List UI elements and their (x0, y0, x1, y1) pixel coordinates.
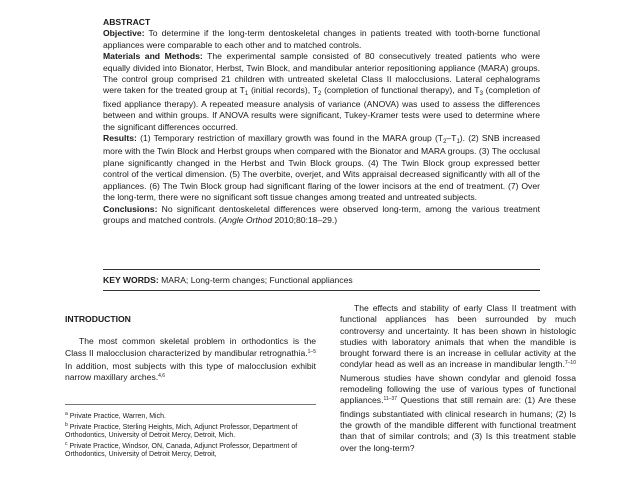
abstract-heading: ABSTRACT (103, 17, 151, 27)
conclusions-label: Conclusions: (103, 203, 158, 214)
footnote-marker: c (65, 440, 68, 447)
methods-label: Materials and Methods: (103, 51, 203, 62)
footnote-marker: a (65, 411, 68, 417)
reference-marker: 4,6 (158, 373, 166, 380)
citation-journal: Angle Orthod (221, 214, 273, 225)
results-text: –T (446, 133, 457, 144)
subscript: 1 (244, 91, 249, 98)
keywords-text: MARA; Long-term changes; Functional appliances (158, 275, 353, 285)
body-text: In addition, most subjects with this type of malocclusion exhibit narrow maxillary arches. (65, 360, 316, 383)
footnote-text: Private Practice, Sterling Heights, Mich, Adjunct Professor, Department of Orthodontics, University of Detroit Mercy, Detroit, Mich. (65, 423, 298, 440)
section-heading: INTRODUCTION (65, 314, 131, 324)
reference-marker: 11–37 (383, 396, 398, 403)
keywords-label: KEY WORDS: (103, 275, 159, 285)
footnote-text: Private Practice, Warren, Mich. (67, 413, 166, 420)
results-label: Results: (103, 133, 137, 144)
abstract (103, 17, 540, 226)
footnote (65, 421, 316, 441)
body-text: Questions that still remain are: (1) Are these findings substantiated with clinical research in humans; (2) Is the growth of the mandible different with functional treatment than that of similar controls; and (3) Is this treatment stable over the long-term? (340, 395, 576, 453)
body-text: The effects and stability of early Class II treatment with functional appliances has been surrounded by much controversy and uncertainty. It has been shown in histologic studies with laboratory animals that when the mandible is brought forward there is an increase in cellular activity at the condylar head as well as an increase in mandibular length. (340, 303, 576, 370)
subscript: 2 (443, 139, 447, 146)
reference-marker: 7–10 (564, 360, 576, 367)
right-column (340, 303, 576, 454)
objective-label: Objective: (103, 28, 145, 39)
methods-text: The experimental sample consisted of 80 consecutively treated patients who were equally divided into Bionator, Herbst, Twin Block, and mandibular anterior repositioning appliance (MARA) groups. The control group comprised 21 children with untreated skeletal Class II malocclusions. Lateral cephalograms were taken for the treated group at T (103, 51, 540, 96)
results-paragraph (103, 133, 540, 203)
results-text: ). (2) SNB increased more with the Twin Block and Herbst groups when compared with the Bionator and MARA groups. (3) The occlusal plane significantly changed in the Herbst and Twin Block groups. (4) The Twin Block group expressed better control of the vertical dimension. (5) The overbite, overjet, and Wits appraisal decreased significantly with all of the appliances. (6) The Twin Block group had significant flaring of the lower incisors at the end of treatment. (7) Over the long-term, there were no significant soft tissue changes among treated and untreated subjects. (103, 133, 540, 203)
objective-text: To determine if the long-term dentoskeletal changes in patients treated with tooth-borne functional appliances were comparable to each other and to matched controls. (103, 28, 540, 50)
footnote-marker: b (65, 421, 68, 428)
footnote-divider (65, 404, 316, 405)
results-text: (1) Temporary restriction of maxillary growth was found in the MARA group (T (136, 133, 444, 144)
intro-paragraph (65, 336, 316, 385)
methods-text: (initial records), T (248, 85, 318, 96)
divider (103, 269, 540, 270)
subscript: 1 (456, 139, 460, 146)
divider (103, 290, 540, 291)
conclusions-paragraph (103, 204, 540, 227)
body-paragraph (340, 303, 576, 454)
footnote (65, 440, 316, 460)
methods-text: (completion of functional therapy), and T (321, 85, 480, 96)
footnote-text: Private Practice, Windsor, ON, Canada, Adjunct Professor, Department of Orthodontics, University of Detroit Mercy, Detroit, (65, 442, 298, 459)
subscript: 2 (317, 91, 322, 98)
methods-text: (completion of fixed appliance therapy). A repeated measure analysis of variance (ANOVA) was used to assess the differences between and within groups. If ANOVA results were significant, Tukey-Kramer tests were used to determine where the significant differences occurred. (103, 85, 541, 132)
methods-paragraph (103, 51, 540, 133)
reference-marker: 1–5 (307, 348, 316, 355)
keywords (103, 275, 540, 286)
body-text: Numerous studies have shown condylar and glenoid fossa remodeling following the use of various types of functional appliances. (340, 372, 576, 406)
left-column (65, 314, 316, 385)
footnotes (65, 413, 316, 462)
footnote (65, 413, 316, 422)
body-text: The most common skeletal problem in orthodontics is the Class II malocclusion characterized by mandibular retrognathia. (65, 336, 316, 358)
citation-rest: 2010;80:18–29.) (272, 214, 338, 225)
subscript: 3 (479, 91, 483, 98)
objective-paragraph (103, 28, 540, 51)
conclusions-text: No significant dentoskeletal differences were observed long-term, among the various treatment groups and matched controls. ( (103, 203, 540, 225)
